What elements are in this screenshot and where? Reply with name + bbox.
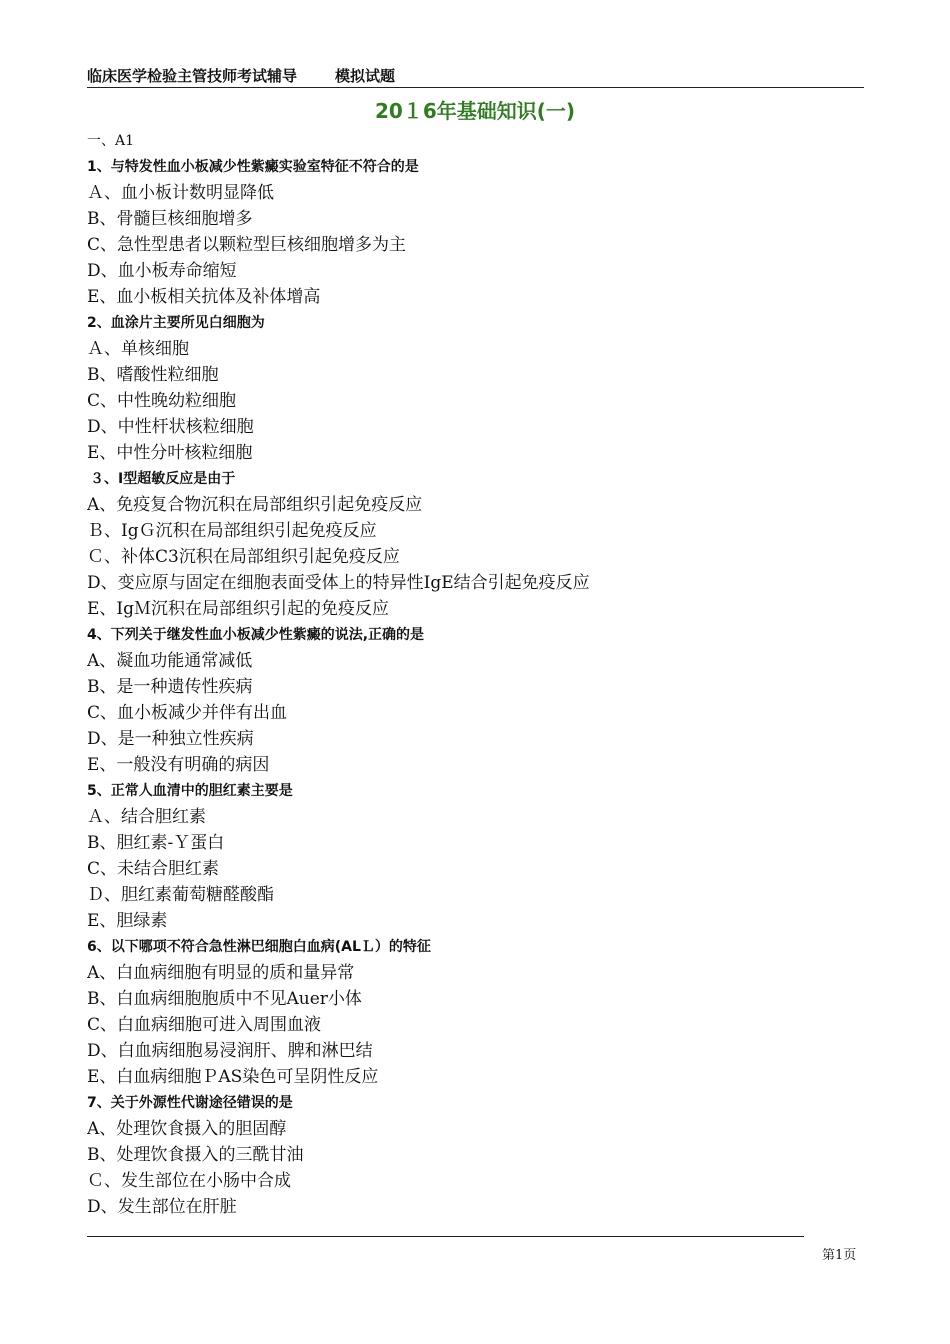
option-item: B、白血病细胞胞质中不见Auer小体 [87, 989, 362, 1009]
option-item: C、血小板减少并伴有出血 [87, 703, 288, 723]
question-text: 6、以下哪项不符合急性淋巴细胞白血病(ALＬ）的特征 [87, 939, 431, 955]
option-item: C、白血病细胞可进入周围血液 [87, 1015, 322, 1035]
option-item: B、嗜酸性粒细胞 [87, 365, 219, 385]
option-item: A、免疫复合物沉积在局部组织引起免疫反应 [87, 495, 423, 515]
option-item: C、未结合胆红素 [87, 859, 220, 879]
question-text: 5、正常人血清中的胆红素主要是 [87, 783, 293, 799]
option-item: D、变应原与固定在细胞表面受体上的特异性IgE结合引起免疫反应 [87, 573, 590, 593]
option-item: B、胆红素-Ｙ蛋白 [87, 833, 225, 853]
option-item: A、白血病细胞有明显的质和量异常 [87, 963, 355, 983]
option-item: C、中性晚幼粒细胞 [87, 391, 237, 411]
footer-divider [87, 1236, 804, 1237]
question-list [87, 128, 807, 1220]
question-text: 1、与特发性血小板减少性紫癜实验室特征不符合的是 [87, 159, 419, 175]
option-item: E、中性分叶核粒细胞 [87, 443, 253, 463]
option-item: Ｂ、IgＧ沉积在局部组织引起免疫反应 [87, 521, 377, 541]
section-label: 一、A1 [87, 133, 135, 149]
option-item: Ｄ、胆红素葡萄糖醛酸酯 [87, 885, 274, 905]
document-title: 20１6年基础知识(一) [374, 99, 576, 123]
page-header [87, 66, 864, 88]
option-item: Ｃ、发生部位在小肠中合成 [87, 1171, 291, 1191]
option-item: E、血小板相关抗体及补体增高 [87, 287, 321, 307]
option-item: D、中性杆状核粒细胞 [87, 417, 254, 437]
option-item: Ａ、结合胆红素 [87, 807, 206, 827]
header-course-title: 临床医学检验主管技师考试辅导 [87, 67, 298, 85]
option-item: Ａ、单核细胞 [87, 339, 189, 359]
option-item: D、是一种独立性疾病 [87, 729, 254, 749]
option-item: C、急性型患者以颗粒型巨核细胞增多为主 [87, 235, 407, 255]
option-item: B、处理饮食摄入的三酰甘油 [87, 1145, 304, 1165]
option-item: D、白血病细胞易浸润肝、脾和淋巴结 [87, 1041, 373, 1061]
question-text: ３、Ⅰ型超敏反应是由于 [90, 471, 236, 487]
option-item: A、处理饮食摄入的胆固醇 [87, 1119, 287, 1139]
option-item: Ａ、血小板计数明显降低 [87, 183, 274, 203]
question-text: 4、下列关于继发性血小板减少性紫癜的说法,正确的是 [87, 627, 425, 643]
option-item: A、凝血功能通常减低 [87, 651, 253, 671]
question-text: 2、血涂片主要所见白细胞为 [87, 315, 265, 331]
option-item: E、胆绿素 [87, 911, 168, 931]
option-item: E、一般没有明确的病因 [87, 755, 270, 775]
option-item: Ｃ、补体C3沉积在局部组织引起免疫反应 [87, 547, 400, 567]
option-item: B、骨髓巨核细胞增多 [87, 209, 253, 229]
option-item: B、是一种遗传性疾病 [87, 677, 253, 697]
option-item: D、血小板寿命缩短 [87, 261, 237, 281]
option-item: D、发生部位在肝脏 [87, 1197, 237, 1217]
header-subtitle: 模拟试题 [335, 67, 396, 85]
page-number: 第1页 [822, 1248, 857, 1263]
option-item: E、白血病细胞ＰAS染色可呈阴性反应 [87, 1067, 379, 1087]
option-item: E、IgＭ沉积在局部组织引起的免疫反应 [87, 599, 390, 619]
question-text: 7、关于外源性代谢途径错误的是 [87, 1095, 293, 1111]
